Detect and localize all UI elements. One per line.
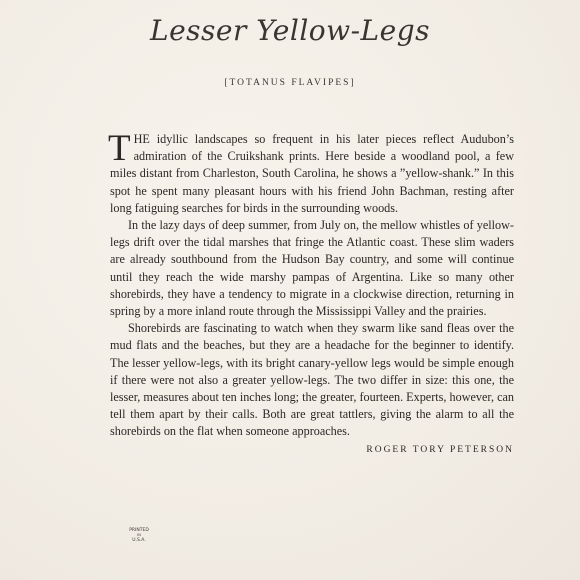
paragraph-1-text: HE idyllic landscapes so frequent in his later pieces reflect Audubon’s admiration of the Cruikshank prints. Here beside a woodland pool, a few miles distant from Charleston, South Carolina, he shows a ”yellow-shank.” In this spot he spent many pleasant hours with his friend John Bachman, resting after long fatiguing searches for birds in the surrounding woods. [110, 132, 514, 215]
page-title: Lesser Yellow-Legs [149, 14, 431, 47]
author-signature: ROGER TORY PETERSON [366, 444, 514, 455]
paragraph-1 [108, 128, 514, 217]
paragraph-2: In the lazy days of deep summer, from July on, the mellow whistles of yellow-legs drift over the tidal marshes that fringe the Atlantic coast. These slim waders are already southbound from the Hudson Bay country, and some will continue until they reach the wide marshy pampas of Argentina. Like so many other shorebirds, they have a tendency to migrate in a clockwise direction, returning in spring by a more inland route through the Mississippi Valley and the prairies. [110, 218, 514, 319]
drop-cap: T [108, 128, 131, 169]
scientific-name: [TOTANUS FLAVIPES] [224, 78, 356, 88]
paragraph-3 [110, 320, 514, 455]
paragraph-3-text: Shorebirds are fascinating to watch when they swarm like sand fleas over the mud flats and the beaches, but they are a headache for the beginner to identify. The lesser yellow-legs, with its bright canary-yellow legs would be simple enough if there were not also a greater yellow-legs. The two differ in size: this one, the lesser, measures about ten inches long; the greater, fourteen. Experts, however, can tell them apart by their calls. Both are great tattlers, giving the alarm to all the shorebirds on the flat when someone approaches. [110, 321, 514, 439]
stamp-line-2: IN [137, 533, 141, 537]
article-body [108, 128, 514, 459]
stamp-line-3: U.S.A. [132, 538, 146, 543]
stamp-line-1: PRINTED [129, 528, 149, 533]
printed-in-usa-stamp [127, 528, 151, 543]
